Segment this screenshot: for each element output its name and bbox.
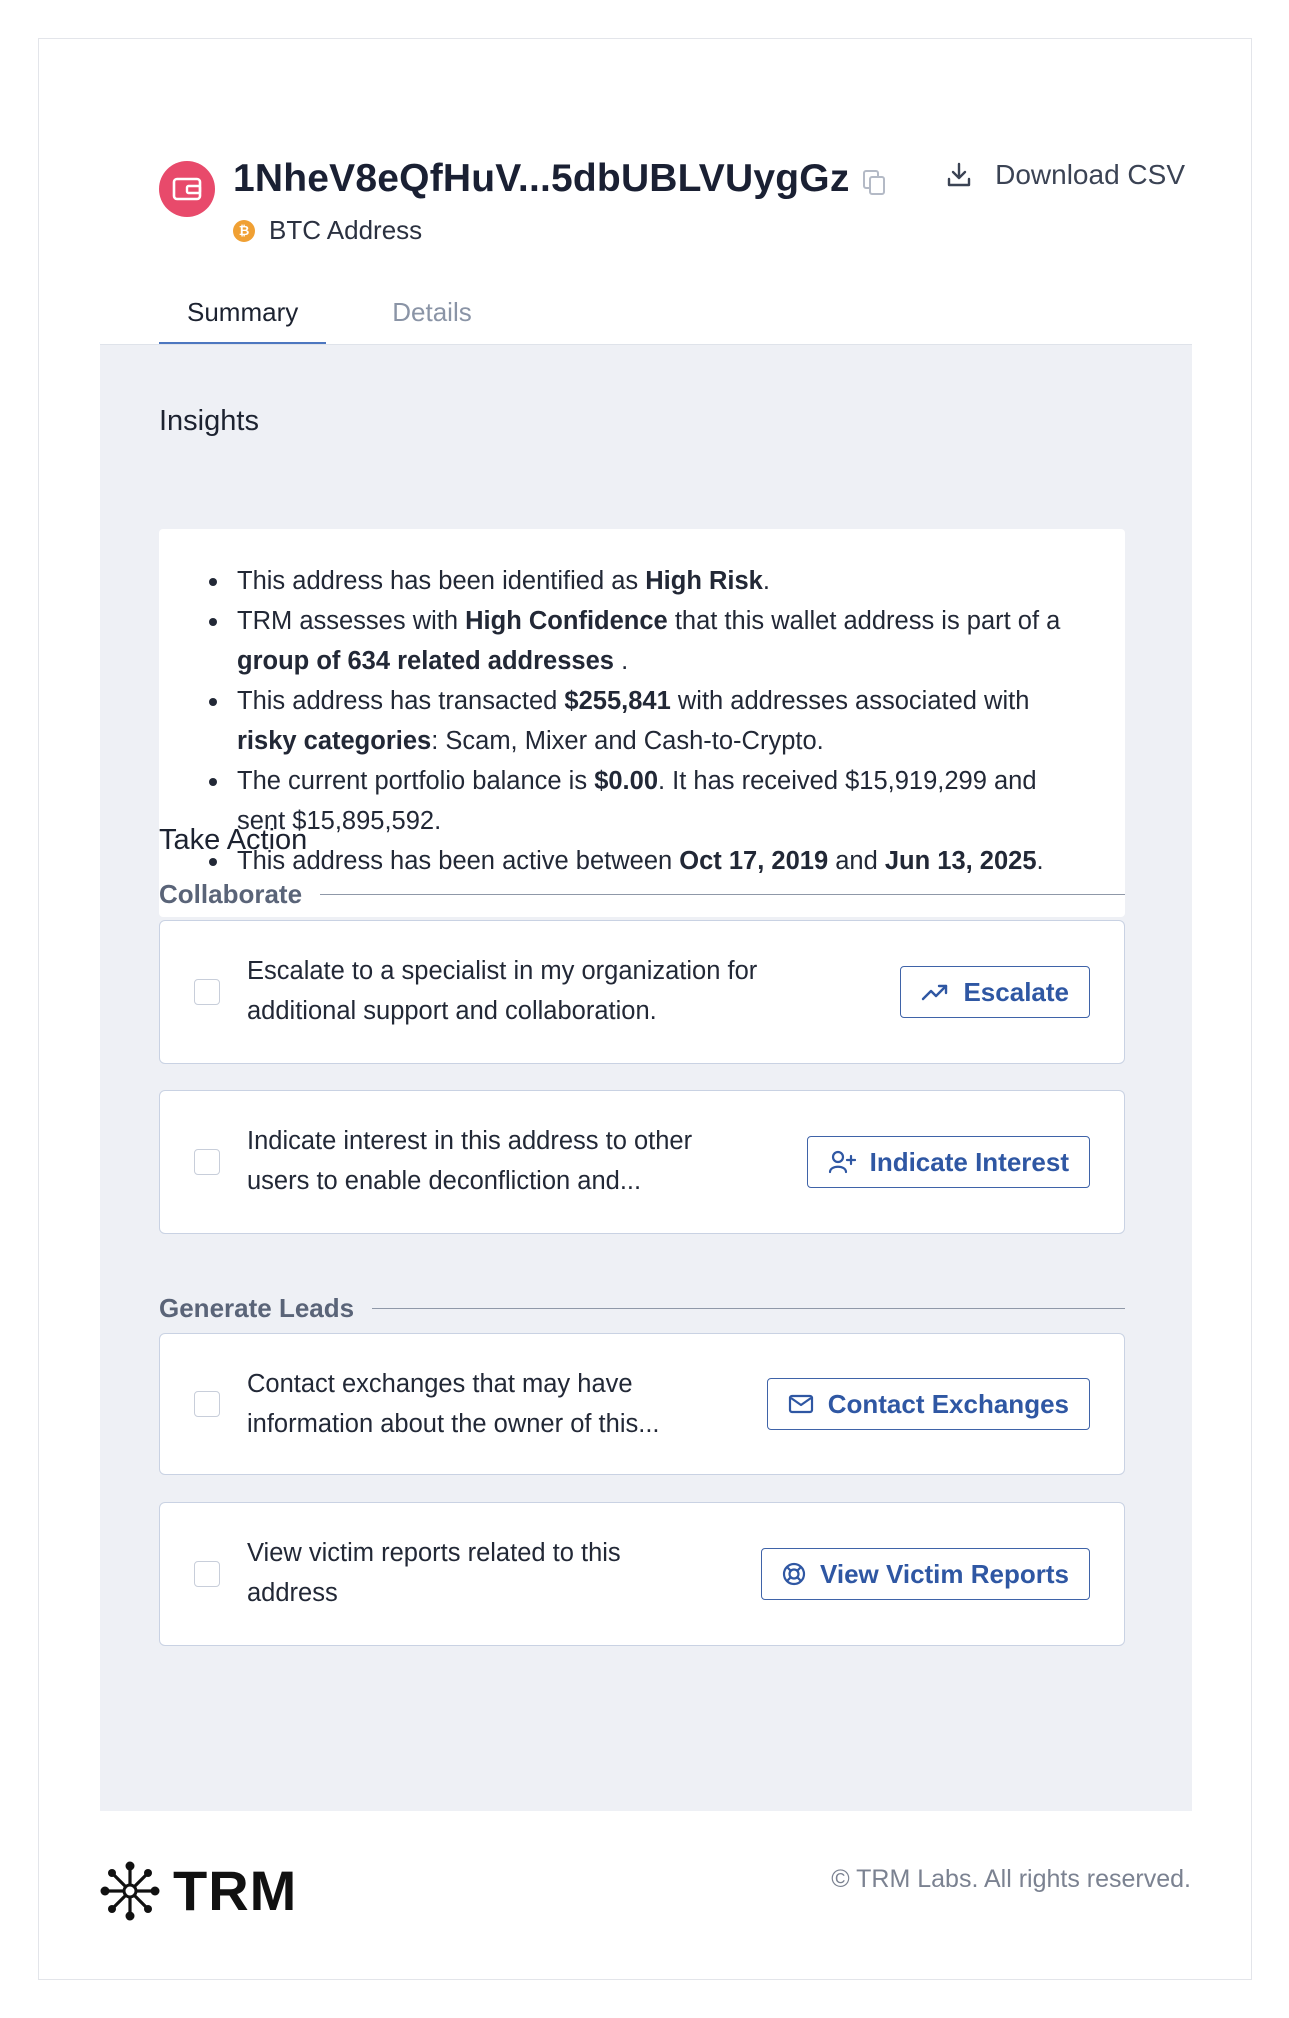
insight-highlight: High Confidence <box>465 607 668 635</box>
indicate-interest-description <box>247 1121 692 1201</box>
trm-logo-icon <box>99 1860 161 1922</box>
view-victim-reports-button[interactable] <box>761 1548 1090 1600</box>
contact-exchanges-description-line1: Contact exchanges that may have <box>247 1370 633 1398</box>
view-victim-reports-description-line1: View victim reports related to this <box>247 1539 621 1567</box>
wallet-avatar <box>159 161 215 217</box>
contact-exchanges-card <box>159 1333 1125 1475</box>
insight-text: This address has transacted <box>237 687 565 715</box>
address-title: 1NheV8eQfHuV...5dbUBLVUygGz <box>233 157 850 200</box>
contact-exchanges-checkbox[interactable] <box>194 1391 220 1417</box>
escalate-description-line1: Escalate to a specialist in my organization for <box>247 957 758 985</box>
insight-text: . <box>613 647 629 675</box>
lifebuoy-icon <box>782 1562 806 1586</box>
indicate-interest-description-line1: Indicate interest in this address to other <box>247 1127 693 1155</box>
address-type-label: BTC Address <box>269 215 423 245</box>
insight-highlight: Jun 13, 2025 <box>884 847 1037 875</box>
collaborate-header <box>159 879 1125 910</box>
indicate-interest-button-label: Indicate Interest <box>869 1146 1069 1177</box>
bitcoin-icon: ₿ <box>233 220 255 242</box>
insight-text: and <box>828 847 885 875</box>
insight-item <box>209 761 1089 841</box>
insight-text: This address has been identified as <box>237 567 646 595</box>
view-victim-reports-description <box>247 1533 621 1613</box>
page-frame <box>38 38 1252 1980</box>
insight-item <box>209 841 1089 881</box>
download-csv-label: Download CSV <box>995 159 1185 190</box>
download-csv-button[interactable] <box>945 159 1185 191</box>
insights-list <box>209 561 1089 881</box>
insight-item <box>209 601 1089 681</box>
trm-logo <box>99 1858 297 1923</box>
insight-text: The current portfolio balance is <box>237 767 595 795</box>
view-victim-reports-checkbox[interactable] <box>194 1561 220 1587</box>
insight-highlight: Oct 17, 2019 <box>679 847 829 875</box>
generate-leads-header <box>159 1293 1125 1324</box>
escalate-checkbox[interactable] <box>194 979 220 1005</box>
tab-summary[interactable]: Summary <box>159 289 326 345</box>
view-victim-reports-card <box>159 1502 1125 1646</box>
insight-highlight: risky categories <box>237 727 432 755</box>
divider <box>372 1308 1125 1309</box>
contact-exchanges-button[interactable] <box>767 1378 1090 1430</box>
insight-highlight: High Risk <box>645 567 763 595</box>
view-victim-reports-button-label: View Victim Reports <box>819 1558 1069 1589</box>
tab-details[interactable]: Details <box>392 297 472 327</box>
view-victim-reports-description-line2: address <box>247 1579 338 1607</box>
insight-text: with addresses associated with <box>670 687 1030 715</box>
insight-text: . <box>762 567 770 595</box>
insight-text: . It has received $15,919,299 and sent $15,895,592. <box>237 767 1037 835</box>
address-type <box>233 215 422 246</box>
user-plus-icon <box>828 1150 856 1174</box>
indicate-interest-card <box>159 1090 1125 1234</box>
copyright: © TRM Labs. All rights reserved. <box>831 1865 1191 1893</box>
download-icon <box>945 161 973 189</box>
contact-exchanges-description <box>247 1364 659 1444</box>
escalate-description <box>247 951 757 1031</box>
contact-exchanges-button-label: Contact Exchanges <box>827 1388 1069 1419</box>
insight-text: This address has been active between <box>237 847 680 875</box>
indicate-interest-checkbox[interactable] <box>194 1149 220 1175</box>
indicate-interest-button[interactable] <box>807 1136 1090 1188</box>
contact-exchanges-description-line2: information about the owner of this... <box>247 1410 660 1438</box>
mail-icon <box>788 1394 814 1414</box>
insight-text: : Scam, Mixer and Cash-to-Crypto. <box>431 727 824 755</box>
escalate-card <box>159 920 1125 1064</box>
wallet-icon <box>172 176 202 202</box>
insight-highlight: group of 634 related addresses <box>237 647 614 675</box>
indicate-interest-description-line2: users to enable deconfliction and... <box>247 1167 642 1195</box>
insight-text: TRM assesses with <box>237 607 466 635</box>
summary-panel <box>100 344 1192 1811</box>
escalate-button[interactable] <box>900 966 1090 1018</box>
insight-item <box>209 561 1089 601</box>
generate-leads-label: Generate Leads <box>159 1293 355 1323</box>
divider <box>320 894 1125 895</box>
insight-highlight: $255,841 <box>564 687 671 715</box>
insight-item <box>209 681 1089 761</box>
insights-title: Insights <box>159 405 259 437</box>
insights-card <box>159 529 1125 917</box>
trending-up-icon <box>921 982 949 1002</box>
insight-text: . <box>1036 847 1044 875</box>
escalate-button-label: Escalate <box>963 976 1069 1007</box>
insight-highlight: $0.00 <box>594 767 658 795</box>
collaborate-label: Collaborate <box>159 879 303 909</box>
take-action-title: Take Action <box>159 824 308 856</box>
insight-text: that this wallet address is part of a <box>667 607 1061 635</box>
page-header <box>39 39 1251 344</box>
copy-icon[interactable] <box>861 169 887 197</box>
escalate-description-line2: additional support and collaboration. <box>247 997 657 1025</box>
trm-logo-text: TRM <box>173 1859 298 1922</box>
tab-bar <box>159 289 500 345</box>
